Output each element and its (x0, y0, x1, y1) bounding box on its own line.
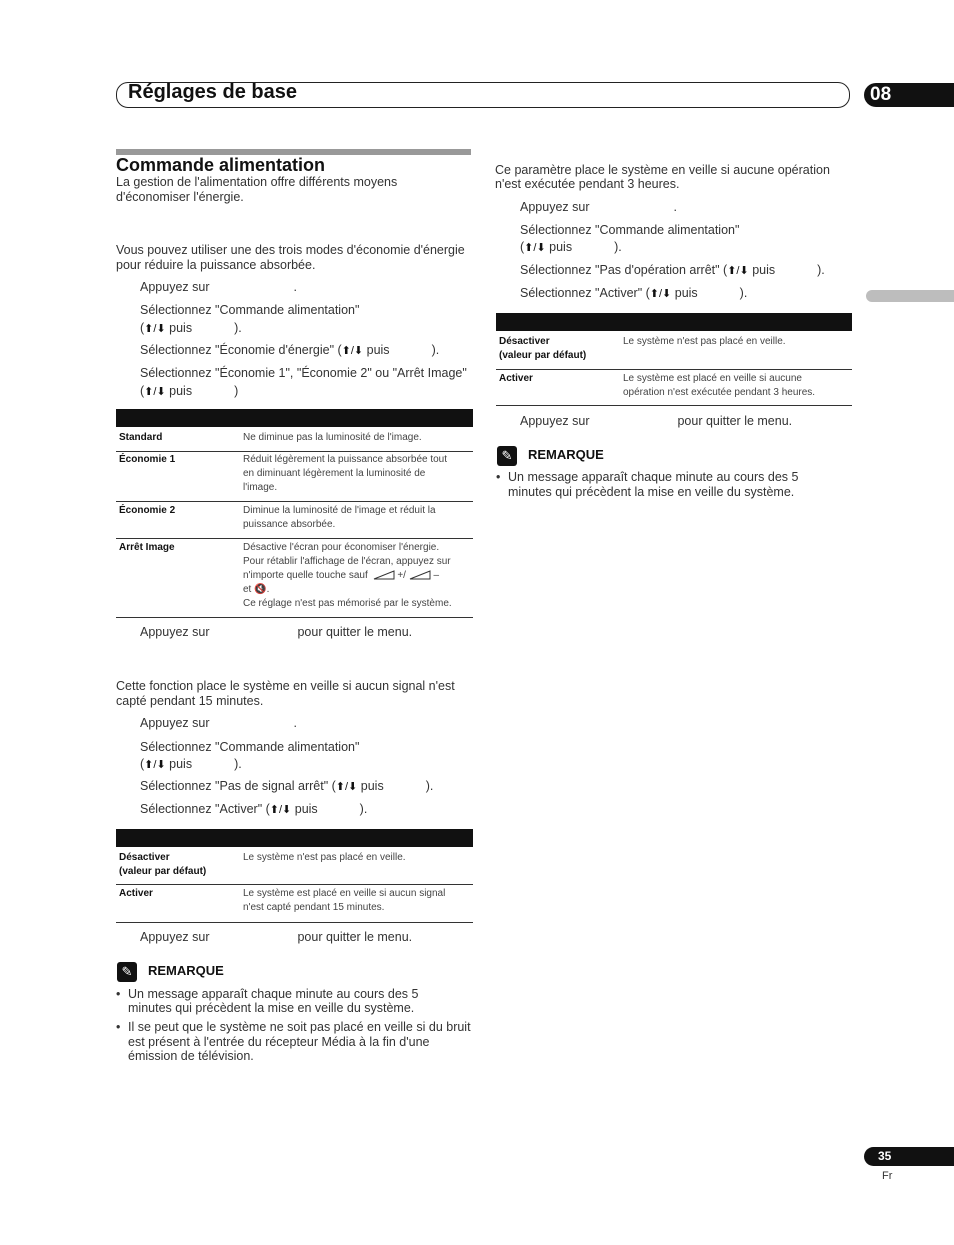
energy-step-2-line2: (⬆/⬇ puis ). (140, 321, 242, 335)
noop-exit: Appuyez sur pour quitter le menu. (520, 414, 793, 428)
energy-exit: Appuyez sur pour quitter le menu. (140, 625, 413, 639)
up-down-arrows-icon: ⬆/⬇ (649, 288, 672, 300)
noop-intro-2: n'est exécutée pendant 3 heures. (495, 177, 680, 191)
nosignal-step-2: Sélectionnez "Commande alimentation" (140, 740, 360, 754)
energy-step-3: Sélectionnez "Économie d'énergie" (⬆/⬇ puis ). (140, 343, 440, 357)
remark-item: Il se peut que le système ne soit pas placé en veille si du bruit (128, 1020, 471, 1034)
remark-title: REMARQUE (528, 447, 604, 462)
nosignal-intro-1: Cette fonction place le système en veille si aucun signal n'est (116, 679, 455, 693)
page-number: 35 (864, 1147, 954, 1166)
section-intro-2: d'économiser l'énergie. (116, 190, 244, 204)
page-language: Fr (882, 1170, 893, 1182)
table-row: Désactiver (valeur par défaut) Le système n'est pas placé en veille. (496, 331, 852, 370)
noop-intro-1: Ce paramètre place le système en veille si aucune opération (495, 163, 830, 177)
table-row: Désactiver (valeur par défaut) Le système n'est pas placé en veille. (116, 847, 473, 885)
remark-item: est présent à l'entrée du récepteur Média à la fin d'une (128, 1035, 430, 1049)
up-down-arrows-icon: ⬆/⬇ (727, 265, 749, 277)
nosignal-step-3: Sélectionnez "Pas de signal arrêt" (⬆/⬇ puis ). (140, 779, 434, 793)
noop-step-4: Sélectionnez "Activer" (⬆/⬇ puis ). (520, 286, 748, 300)
nosignal-step-2-line2: (⬆/⬇ puis ). (140, 757, 242, 771)
remark-item: Un message apparaît chaque minute au cours des 5 (508, 470, 799, 484)
energy-step-2: Sélectionnez "Commande alimentation" (140, 303, 360, 317)
remark-bullet: • (496, 470, 501, 484)
up-down-arrows-icon: ⬆/⬇ (524, 242, 546, 254)
noop-step-2: Sélectionnez "Commande alimentation" (520, 223, 740, 237)
table-row: Économie 1 Réduit légèrement la puissance absorbée tout en diminuant légèrement la luminosité de l'image. (116, 451, 473, 502)
nosignal-exit: Appuyez sur pour quitter le menu. (140, 930, 413, 944)
up-down-arrows-icon: ⬆/⬇ (341, 345, 364, 357)
nosignal-step-4: Sélectionnez "Activer" (⬆/⬇ puis ). (140, 802, 368, 816)
energy-step-1: Appuyez sur . (140, 280, 297, 294)
up-down-arrows-icon: ⬆/⬇ (144, 386, 166, 398)
up-down-arrows-icon: ⬆/⬇ (144, 759, 166, 771)
energy-intro-2: pour réduire la puissance absorbée. (116, 258, 316, 272)
up-down-arrows-icon: ⬆/⬇ (335, 781, 358, 793)
energy-intro-1: Vous pouvez utiliser une des trois modes d'économie d'énergie (116, 243, 465, 257)
mute-icon: 🔇. (254, 584, 270, 595)
remark-item: minutes qui précèdent la mise en veille du système. (508, 485, 795, 499)
table-row: Économie 2 Diminue la luminosité de l'image et réduit la puissance absorbée. (116, 501, 473, 539)
noop-step-2-line2: (⬆/⬇ puis ). (520, 240, 622, 254)
pencil-note-icon: ✎ (117, 962, 137, 982)
chapter-number: 08 (864, 83, 954, 107)
pencil-note-icon: ✎ (497, 446, 517, 466)
up-down-arrows-icon: ⬆/⬇ (144, 323, 166, 335)
remark-item: émission de télévision. (128, 1049, 254, 1063)
noop-step-1: Appuyez sur . (520, 200, 677, 214)
remark-item: Un message apparaît chaque minute au cours des 5 (128, 987, 419, 1001)
energy-table-header (116, 409, 473, 427)
side-tab (866, 290, 954, 302)
table-row: Activer Le système est placé en veille si aucun signal n'est capté pendant 15 minutes. (116, 884, 473, 923)
energy-step-4: Sélectionnez "Économie 1", "Économie 2" ou "Arrêt Image" (140, 366, 467, 380)
remark-bullet: • (116, 1020, 121, 1034)
remark-bullet: • (116, 987, 121, 1001)
nosignal-intro-2: capté pendant 15 minutes. (116, 694, 264, 708)
noop-table-header (496, 313, 852, 331)
up-down-arrows-icon: ⬆/⬇ (269, 804, 292, 816)
nosignal-table-header (116, 829, 473, 847)
energy-step-4-line2: (⬆/⬇ puis ) (140, 384, 239, 398)
table-row: Standard Ne diminue pas la luminosité de l'image. (116, 427, 473, 452)
volume-icon (409, 570, 431, 580)
section-title: Commande alimentation (116, 155, 326, 175)
table-row: Activer Le système est placé en veille si aucune opération n'est exécutée pendant 3 heures. (496, 369, 852, 406)
remark-title: REMARQUE (148, 963, 224, 978)
nosignal-step-1: Appuyez sur . (140, 716, 297, 730)
remark-item: minutes qui précèdent la mise en veille du système. (128, 1001, 415, 1015)
noop-step-3: Sélectionnez "Pas d'opération arrêt" (⬆/⬇ puis ). (520, 263, 825, 277)
section-intro-1: La gestion de l'alimentation offre différents moyens (116, 175, 398, 189)
page-header-title: Réglages de base (128, 81, 297, 103)
volume-icon (373, 570, 395, 580)
table-row: Arrêt Image Désactive l'écran pour économiser l'énergie. Pour rétablir l'affichage de l'écran, appuyez sur n'importe quelle touche sauf +/ – et 🔇. Ce réglage n'est pas mémorisé par le système. (116, 538, 473, 618)
